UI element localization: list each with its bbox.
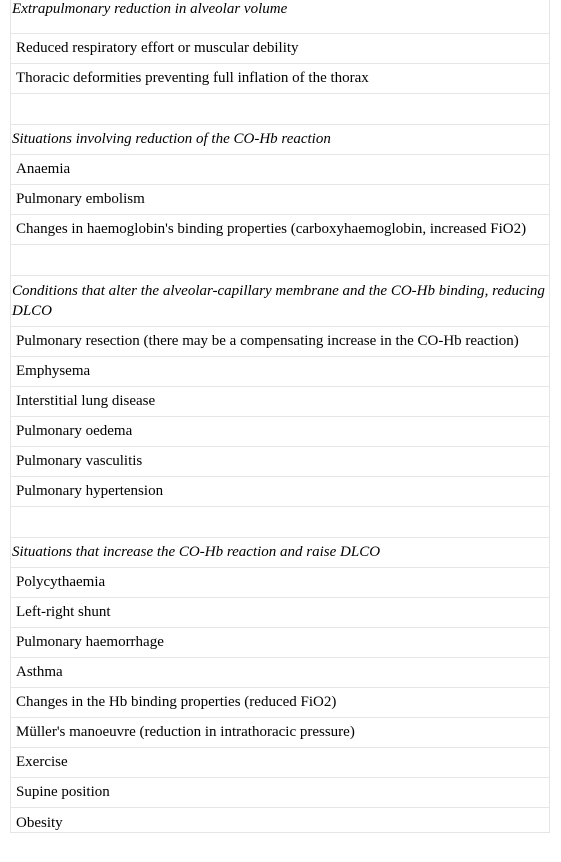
empty-cell: [11, 244, 550, 275]
section-heading-row: [11, 0, 550, 33]
conditions-table-container: [10, 0, 550, 833]
table-cell: Pulmonary resection (there may be a compensating increase in the CO-Hb reaction): [11, 326, 550, 356]
section-heading: Conditions that alter the alveolar-capillary membrane and the CO-Hb binding, reducing DLCO: [11, 275, 550, 326]
table-cell: Reduced respiratory effort or muscular debility: [11, 33, 550, 63]
table-row: [11, 356, 550, 386]
table-cell: Pulmonary oedema: [11, 416, 550, 446]
table-row: [11, 416, 550, 446]
table-row: [11, 717, 550, 747]
table-cell: Pulmonary hypertension: [11, 476, 550, 506]
table-cell: Polycythaemia: [11, 567, 550, 597]
table-row: [11, 747, 550, 777]
table-cell: Supine position: [11, 777, 550, 807]
table-cell: Obesity: [11, 807, 550, 832]
table-row: [11, 386, 550, 416]
table-row: [11, 777, 550, 807]
empty-cell: [11, 506, 550, 537]
table-row: [11, 567, 550, 597]
spacer-row: [11, 506, 550, 537]
table-row: [11, 63, 550, 93]
conditions-table: [10, 0, 550, 833]
table-row: [11, 627, 550, 657]
table-cell: Left-right shunt: [11, 597, 550, 627]
table-row: [11, 154, 550, 184]
table-row: [11, 476, 550, 506]
table-cell: Thoracic deformities preventing full inflation of the thorax: [11, 63, 550, 93]
table-cell: Pulmonary embolism: [11, 184, 550, 214]
table-row: [11, 33, 550, 63]
table-cell: Asthma: [11, 657, 550, 687]
table-cell: Changes in the Hb binding properties (reduced FiO2): [11, 687, 550, 717]
section-heading-row: [11, 275, 550, 326]
table-cell: Changes in haemoglobin's binding properties (carboxyhaemoglobin, increased FiO2): [11, 214, 550, 244]
table-row: [11, 687, 550, 717]
section-heading-row: [11, 537, 550, 567]
table-row: [11, 214, 550, 244]
table-row: [11, 446, 550, 476]
section-heading: Extrapulmonary reduction in alveolar volume: [11, 0, 550, 33]
spacer-row: [11, 244, 550, 275]
table-cell: Exercise: [11, 747, 550, 777]
table-row: [11, 657, 550, 687]
table-cell: Müller's manoeuvre (reduction in intrathoracic pressure): [11, 717, 550, 747]
spacer-row: [11, 93, 550, 124]
section-heading-row: [11, 124, 550, 154]
empty-cell: [11, 93, 550, 124]
table-cell: Anaemia: [11, 154, 550, 184]
table-row: [11, 184, 550, 214]
section-heading: Situations that increase the CO-Hb reaction and raise DLCO: [11, 537, 550, 567]
table-cell: Pulmonary haemorrhage: [11, 627, 550, 657]
table-cell: Interstitial lung disease: [11, 386, 550, 416]
section-heading: Situations involving reduction of the CO-Hb reaction: [11, 124, 550, 154]
table-row: [11, 807, 550, 832]
table-cell: Pulmonary vasculitis: [11, 446, 550, 476]
table-row: [11, 326, 550, 356]
table-cell: Emphysema: [11, 356, 550, 386]
table-row: [11, 597, 550, 627]
